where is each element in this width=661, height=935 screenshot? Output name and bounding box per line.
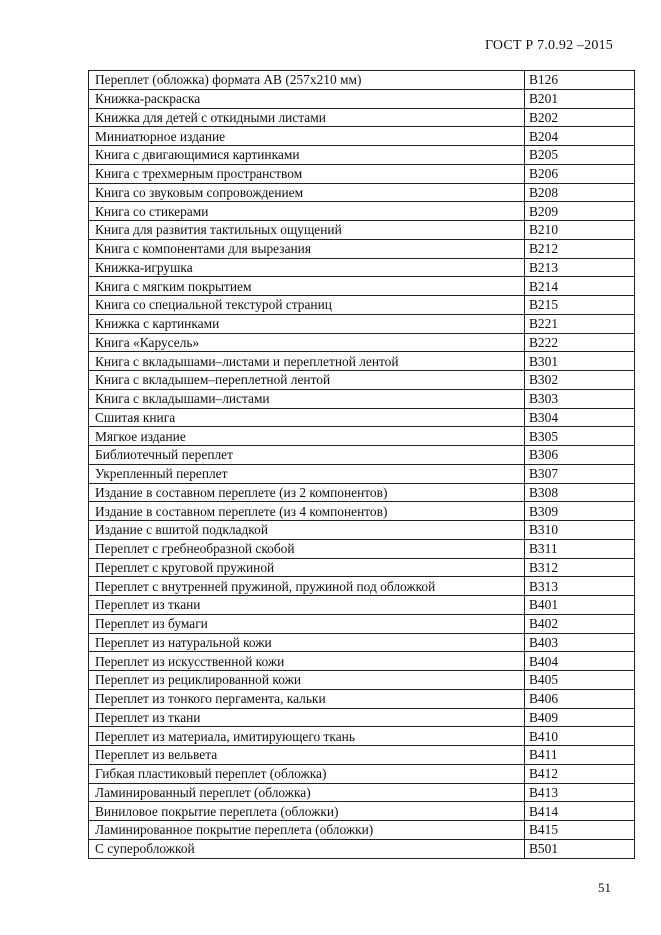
- binding-type-cell: Переплет из ткани: [89, 708, 525, 727]
- binding-type-cell: Книга с вкладышами–листами: [89, 389, 525, 408]
- binding-type-cell: Книга с вкладышем–переплетной лентой: [89, 371, 525, 390]
- binding-type-cell: Переплет с круговой пружиной: [89, 558, 525, 577]
- table-row: [89, 108, 635, 127]
- binding-code-cell: В412: [525, 764, 635, 783]
- table-row: [89, 671, 635, 690]
- binding-code-cell: В214: [525, 277, 635, 296]
- table-row: [89, 164, 635, 183]
- binding-type-cell: Переплет из натуральной кожи: [89, 633, 525, 652]
- table-row: [89, 652, 635, 671]
- binding-code-cell: В310: [525, 521, 635, 540]
- table-row: [89, 352, 635, 371]
- table-row: [89, 802, 635, 821]
- binding-type-cell: Переплет из рециклированной кожи: [89, 671, 525, 690]
- table-row: [89, 314, 635, 333]
- binding-type-cell: Библиотечный переплет: [89, 446, 525, 465]
- binding-code-cell: В402: [525, 614, 635, 633]
- binding-code-cell: В308: [525, 483, 635, 502]
- binding-code-cell: В206: [525, 164, 635, 183]
- binding-code-cell: В312: [525, 558, 635, 577]
- binding-code-cell: В222: [525, 333, 635, 352]
- binding-code-cell: В311: [525, 539, 635, 558]
- table-row: [89, 821, 635, 840]
- binding-type-cell: Сшитая книга: [89, 408, 525, 427]
- binding-code-cell: В305: [525, 427, 635, 446]
- binding-type-cell: Переплет из бумаги: [89, 614, 525, 633]
- binding-code-cell: В209: [525, 202, 635, 221]
- binding-code-cell: В221: [525, 314, 635, 333]
- table-row: [89, 708, 635, 727]
- binding-code-cell: В307: [525, 464, 635, 483]
- table-row: [89, 89, 635, 108]
- binding-code-cell: В306: [525, 446, 635, 465]
- binding-code-cell: В403: [525, 633, 635, 652]
- table-row: [89, 746, 635, 765]
- binding-type-cell: Книжка-игрушка: [89, 258, 525, 277]
- binding-type-cell: Издание в составном переплете (из 2 компонентов): [89, 483, 525, 502]
- binding-code-cell: В201: [525, 89, 635, 108]
- table-row: [89, 483, 635, 502]
- binding-code-cell: В303: [525, 389, 635, 408]
- binding-type-cell: Ламинированный переплет (обложка): [89, 783, 525, 802]
- table-row: [89, 464, 635, 483]
- page-number: 51: [598, 880, 611, 895]
- table-row: [89, 502, 635, 521]
- binding-type-cell: Книга со звуковым сопровождением: [89, 183, 525, 202]
- binding-code-cell: В208: [525, 183, 635, 202]
- table-body: [89, 71, 635, 859]
- table-row: [89, 633, 635, 652]
- binding-code-cell: В205: [525, 146, 635, 165]
- binding-code-cell: В304: [525, 408, 635, 427]
- binding-code-cell: В202: [525, 108, 635, 127]
- binding-type-cell: Переплет из материала, имитирующего ткань: [89, 727, 525, 746]
- binding-type-cell: Гибкая пластиковый переплет (обложка): [89, 764, 525, 783]
- table-row: [89, 727, 635, 746]
- binding-type-cell: С суперобложкой: [89, 839, 525, 858]
- binding-type-cell: Мягкое издание: [89, 427, 525, 446]
- document-header: ГОСТ Р 7.0.92 –2015: [484, 38, 613, 53]
- table-row: [89, 539, 635, 558]
- binding-code-cell: В301: [525, 352, 635, 371]
- binding-code-cell: В204: [525, 127, 635, 146]
- table-row: [89, 596, 635, 615]
- binding-type-cell: Виниловое покрытие переплета (обложки): [89, 802, 525, 821]
- table-row: [89, 371, 635, 390]
- binding-code-cell: В215: [525, 296, 635, 315]
- table-row: [89, 577, 635, 596]
- binding-type-cell: Книга с мягким покрытием: [89, 277, 525, 296]
- table-row: [89, 296, 635, 315]
- binding-type-cell: Книга «Карусель»: [89, 333, 525, 352]
- binding-type-cell: Укрепленный переплет: [89, 464, 525, 483]
- table-row: [89, 558, 635, 577]
- table-row: [89, 239, 635, 258]
- binding-type-cell: Переплет (обложка) формата АВ (257x210 мм): [89, 71, 525, 90]
- table-row: [89, 127, 635, 146]
- binding-code-cell: В406: [525, 689, 635, 708]
- binding-code-cell: В501: [525, 839, 635, 858]
- binding-type-cell: Книжка для детей с откидными листами: [89, 108, 525, 127]
- table-row: [89, 427, 635, 446]
- binding-type-cell: Книга с компонентами для вырезания: [89, 239, 525, 258]
- binding-type-cell: Переплет из тонкого пергамента, кальки: [89, 689, 525, 708]
- binding-type-cell: Переплет из вельвета: [89, 746, 525, 765]
- table-row: [89, 146, 635, 165]
- binding-type-cell: Книга с двигающимися картинками: [89, 146, 525, 165]
- table-row: [89, 521, 635, 540]
- table-row: [89, 689, 635, 708]
- binding-type-cell: Книга с вкладышами–листами и переплетной лентой: [89, 352, 525, 371]
- binding-type-cell: Переплет из искусственной кожи: [89, 652, 525, 671]
- binding-type-cell: Переплет из ткани: [89, 596, 525, 615]
- table-row: [89, 783, 635, 802]
- binding-code-cell: В413: [525, 783, 635, 802]
- binding-code-cell: В411: [525, 746, 635, 765]
- binding-code-cell: В401: [525, 596, 635, 615]
- binding-code-cell: В126: [525, 71, 635, 90]
- table-row: [89, 333, 635, 352]
- binding-type-cell: Книжка-раскраска: [89, 89, 525, 108]
- table-row: [89, 258, 635, 277]
- binding-code-cell: В213: [525, 258, 635, 277]
- binding-code-cell: В313: [525, 577, 635, 596]
- table-row: [89, 839, 635, 858]
- table-row: [89, 764, 635, 783]
- binding-codes-table: [88, 70, 635, 859]
- table-row: [89, 71, 635, 90]
- binding-type-cell: Издание с вшитой подкладкой: [89, 521, 525, 540]
- table-row: [89, 277, 635, 296]
- binding-code-cell: В409: [525, 708, 635, 727]
- table-row: [89, 221, 635, 240]
- binding-code-cell: В212: [525, 239, 635, 258]
- binding-code-cell: В404: [525, 652, 635, 671]
- binding-type-cell: Издание в составном переплете (из 4 компонентов): [89, 502, 525, 521]
- binding-code-cell: В210: [525, 221, 635, 240]
- table-row: [89, 183, 635, 202]
- binding-code-cell: В415: [525, 821, 635, 840]
- table-row: [89, 202, 635, 221]
- binding-type-cell: Книга с трехмерным пространством: [89, 164, 525, 183]
- table-row: [89, 389, 635, 408]
- binding-type-cell: Миниатюрное издание: [89, 127, 525, 146]
- table-row: [89, 614, 635, 633]
- binding-type-cell: Переплет с внутренней пружиной, пружиной под обложкой: [89, 577, 525, 596]
- binding-code-cell: В405: [525, 671, 635, 690]
- table-row: [89, 446, 635, 465]
- binding-type-cell: Ламинированное покрытие переплета (обложки): [89, 821, 525, 840]
- binding-code-cell: В302: [525, 371, 635, 390]
- binding-code-cell: В410: [525, 727, 635, 746]
- binding-code-cell: В309: [525, 502, 635, 521]
- binding-type-cell: Книга для развития тактильных ощущений: [89, 221, 525, 240]
- binding-type-cell: Книга со специальной текстурой страниц: [89, 296, 525, 315]
- binding-type-cell: Переплет с гребнеобразной скобой: [89, 539, 525, 558]
- table-row: [89, 408, 635, 427]
- binding-type-cell: Книга со стикерами: [89, 202, 525, 221]
- binding-code-cell: В414: [525, 802, 635, 821]
- binding-type-cell: Книжка с картинками: [89, 314, 525, 333]
